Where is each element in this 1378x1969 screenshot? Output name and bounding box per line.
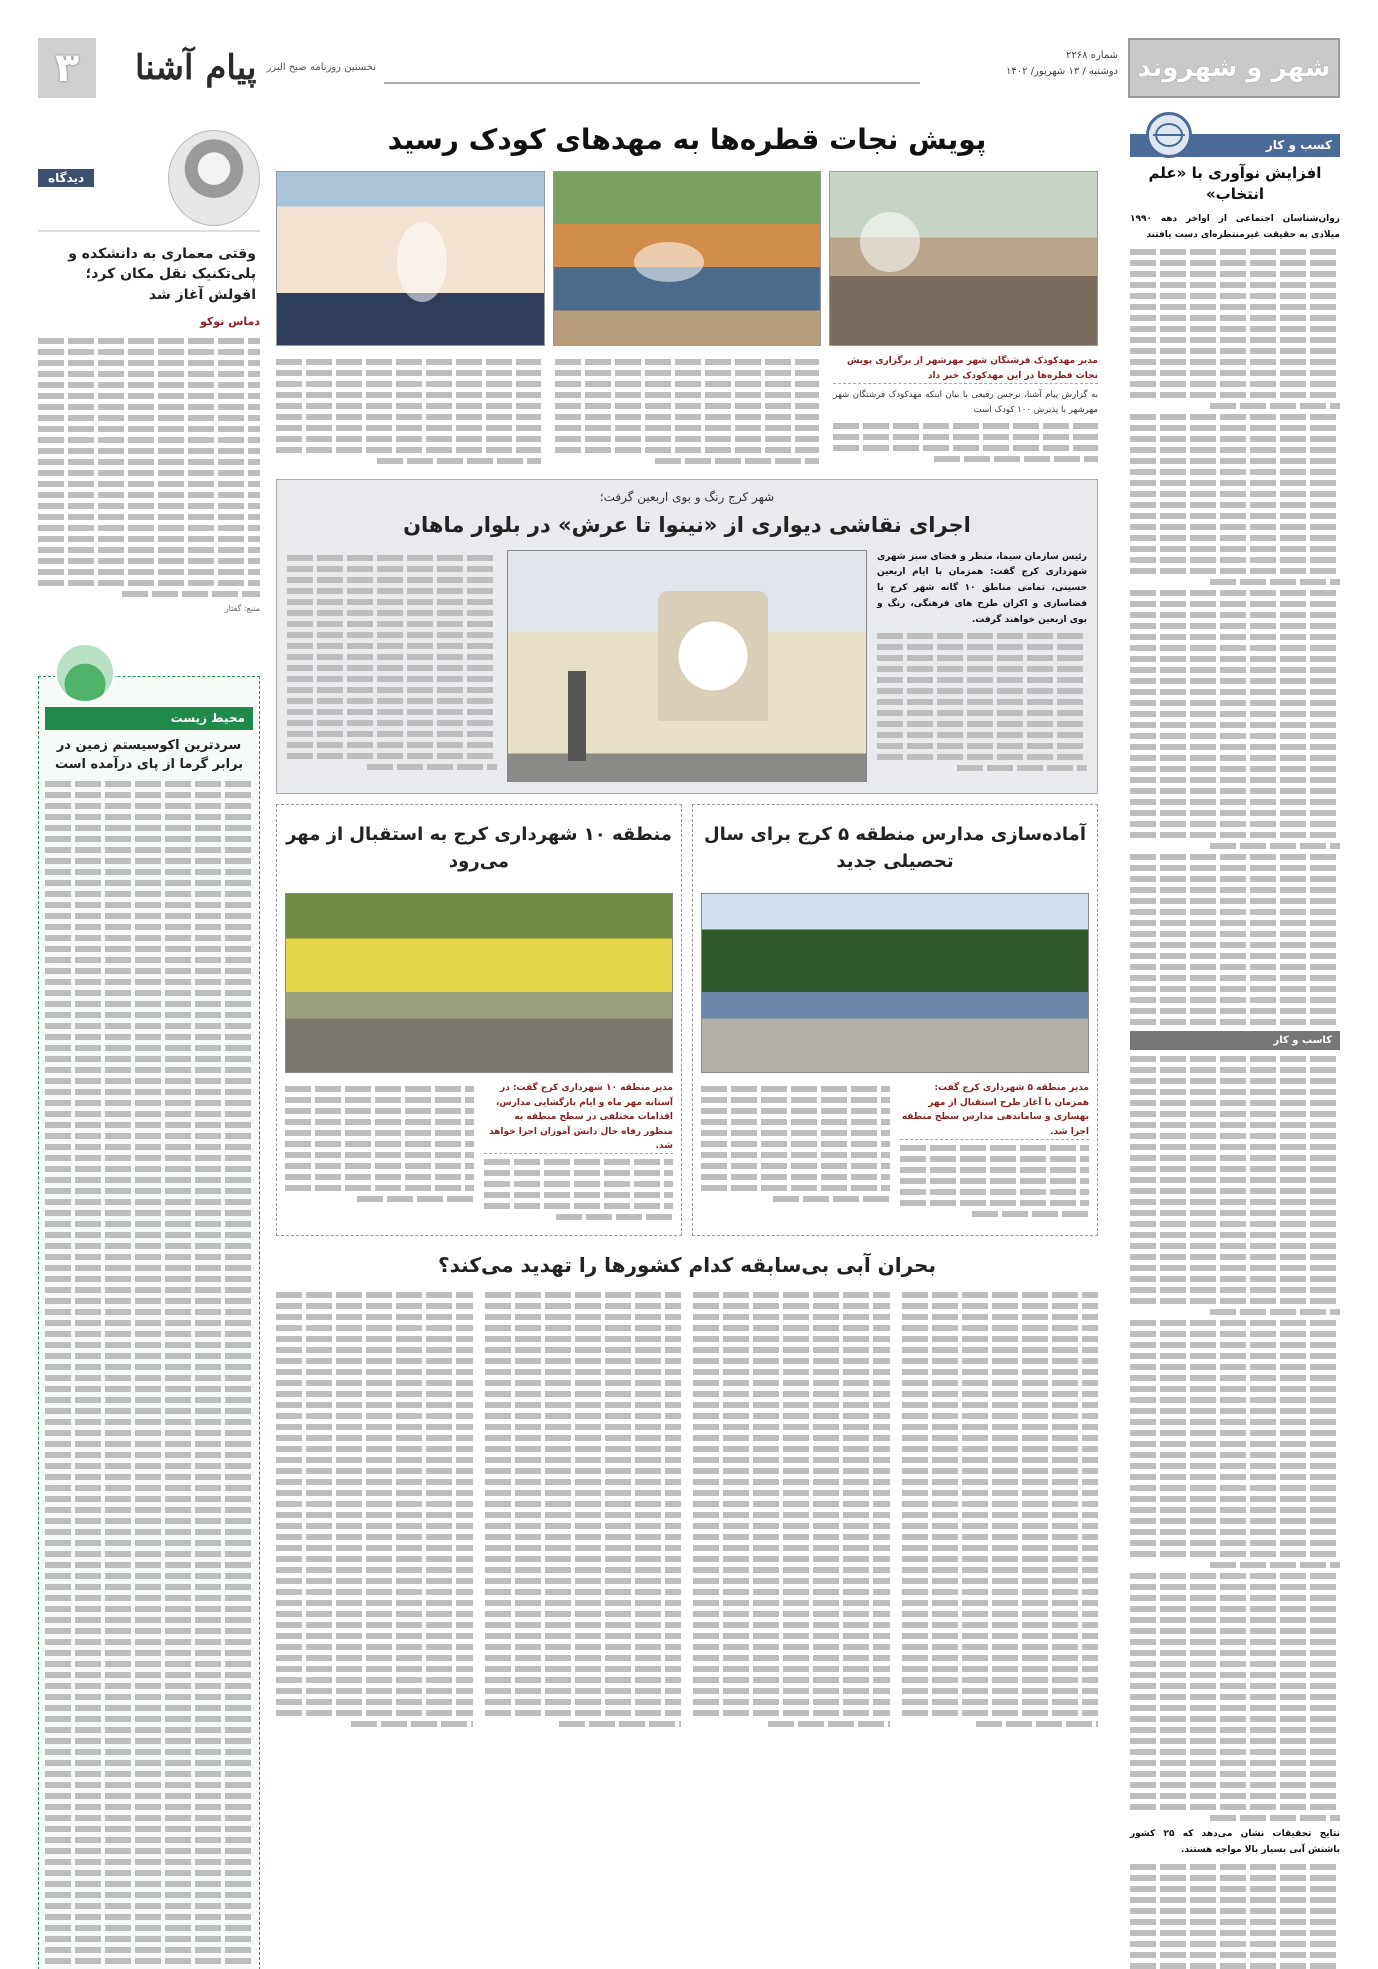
environment-title: سردترین اکوسیستم زمین در برابر گرما از پای درآمده است <box>54 737 244 773</box>
story-mural <box>276 479 1098 794</box>
issue-number: شماره ۲۲۶۸ <box>1066 50 1118 61</box>
business-lead: روان‌شناسان اجتماعی از اواخر دهه ۱۹۹۰ میلادی به حقیقت غیرمنتظره‌ای دست یافتند <box>1130 214 1340 240</box>
business-label: کسب و کار <box>1130 134 1340 157</box>
paper-logo: پیام آشنا <box>134 47 257 88</box>
left-column <box>38 130 260 1930</box>
masthead-rule <box>384 38 920 84</box>
story-drops-caption: مدیر مهدکودک فرشتگان شهر مهرشهر از برگزاری پویش نجات قطره‌ها در این مهدکودک خبر داد <box>833 354 1098 384</box>
author-portrait <box>168 130 260 226</box>
story-mural-body <box>877 633 1087 771</box>
environment-label: محیط زیست <box>45 707 253 730</box>
issue-info <box>928 38 1128 98</box>
kids-costume-photo <box>276 171 545 346</box>
story-district10 <box>276 804 682 1236</box>
story-drops-title: پویش نجات قطره‌ها به مهدهای کودک رسید <box>387 123 987 156</box>
page-number: ۳ <box>38 38 96 98</box>
business-subheading: کاسب و کار <box>1130 1031 1340 1051</box>
opinion-source: منبع: گفتار <box>224 603 260 613</box>
story-schools-title: آماده‌سازی مدارس منطقه ۵ کرج برای سال تحصیلی جدید <box>703 824 1086 873</box>
story-district10-caption: مدیر منطقه ۱۰ شهرداری کرج گفت: در آستانه مهر ماه و ایام بازگشایی مدارس، اقدامات مختلفی در سطح منطقه به منظور رفاه حال دانش آموزان اجرا خواهد شد. <box>484 1081 673 1154</box>
water-lead: نتایج تحقیقات نشان می‌دهد که ۲۵ کشور باشنش آبی بسیار بالا مواجه هستند. <box>1130 1829 1340 1855</box>
story-schools-caption: مدیر منطقه ۵ شهرداری کرج گفت: همزمان با آغاز طرح استقبال از مهر بهسازی و ساماندهی مدارس سطح منطقه اجرا شد. <box>900 1081 1089 1140</box>
story-water-title: بحران آبی بی‌سابقه کدام کشورها را تهدید می‌کند؟ <box>438 1253 936 1278</box>
opinion-body <box>38 338 260 597</box>
story-water <box>276 1250 1098 1732</box>
story-mural-kicker: شهر کرج رنگ و بوی اربعین گرفت؛ <box>599 490 775 505</box>
business-body-2 <box>1130 1056 1340 1821</box>
story-schools <box>692 804 1098 1236</box>
environment-box <box>38 676 260 1969</box>
story-drops <box>276 118 1098 469</box>
water-body-right <box>1130 1864 1340 1969</box>
opinion-author: دماس نوکو <box>200 314 260 328</box>
twin-stories <box>276 804 1098 1236</box>
story-schools-body <box>701 1081 890 1222</box>
section-title: شهر و شهروند <box>1128 38 1340 98</box>
kids-playground-photo <box>553 171 822 346</box>
story-district10-body <box>285 1081 474 1225</box>
school-yard-photo <box>701 893 1089 1073</box>
kids-painting-photo <box>829 171 1098 346</box>
mural-painting-photo <box>507 550 867 782</box>
story-drops-photos <box>276 171 1098 346</box>
right-column <box>1130 112 1340 1930</box>
story-mural-lead: رئیس سازمان سیما، منظر و فضای سبز شهری شهرداری کرج گفت: همزمان با ایام اربعین حسینی، تمامی مناطق ۱۰ گانه شهر کرج با فضاسازی و اکران طرح های فرهنگی، رنگ و بوی اربعین خواهند گرفت. <box>877 551 1087 625</box>
opinion-title: وقتی معماری به دانشکده و پلی‌تکنیک نقل مکان کرد؛ افولش آغاز شد <box>68 246 256 303</box>
issue-date: دوشنبه / ۱۳ شهریور/ ۱۴۰۲ <box>1005 66 1118 77</box>
business-body <box>1130 249 1340 1025</box>
story-drops-body-3 <box>276 354 541 469</box>
opinion-header <box>38 130 260 232</box>
opinion-label: دیدگاه <box>38 169 94 188</box>
masthead <box>38 38 1340 98</box>
story-drops-body-2 <box>555 354 820 469</box>
painted-wall-photo <box>285 893 673 1073</box>
globe-icon <box>1146 112 1192 158</box>
environment-logo-icon <box>55 643 115 703</box>
story-drops-text <box>276 354 1098 469</box>
paper-brand <box>96 38 376 98</box>
business-title: افزایش نوآوری با «علم انتخاب» <box>1148 163 1322 204</box>
environment-body <box>45 781 253 1969</box>
story-mural-title: اجرای نقاشی دیواری از «نینوا تا عرش» در بلوار ماهان <box>403 512 971 537</box>
story-drops-lead: به گزارش پیام آشنا، نرجس رفیعی با بیان اینکه مهدکودک فرشتگان شهر مهرشهر با پذیرش ۱۰۰ کودک است <box>833 390 1098 416</box>
paper-tagline: نخستین روزنامه صبح البرز <box>266 62 376 74</box>
story-water-body <box>276 1287 1098 1732</box>
main-content <box>276 112 1098 1930</box>
story-mural-body-2 <box>287 550 497 782</box>
story-district10-title: منطقه ۱۰ شهرداری کرج به استقبال از مهر می‌رود <box>286 824 672 873</box>
